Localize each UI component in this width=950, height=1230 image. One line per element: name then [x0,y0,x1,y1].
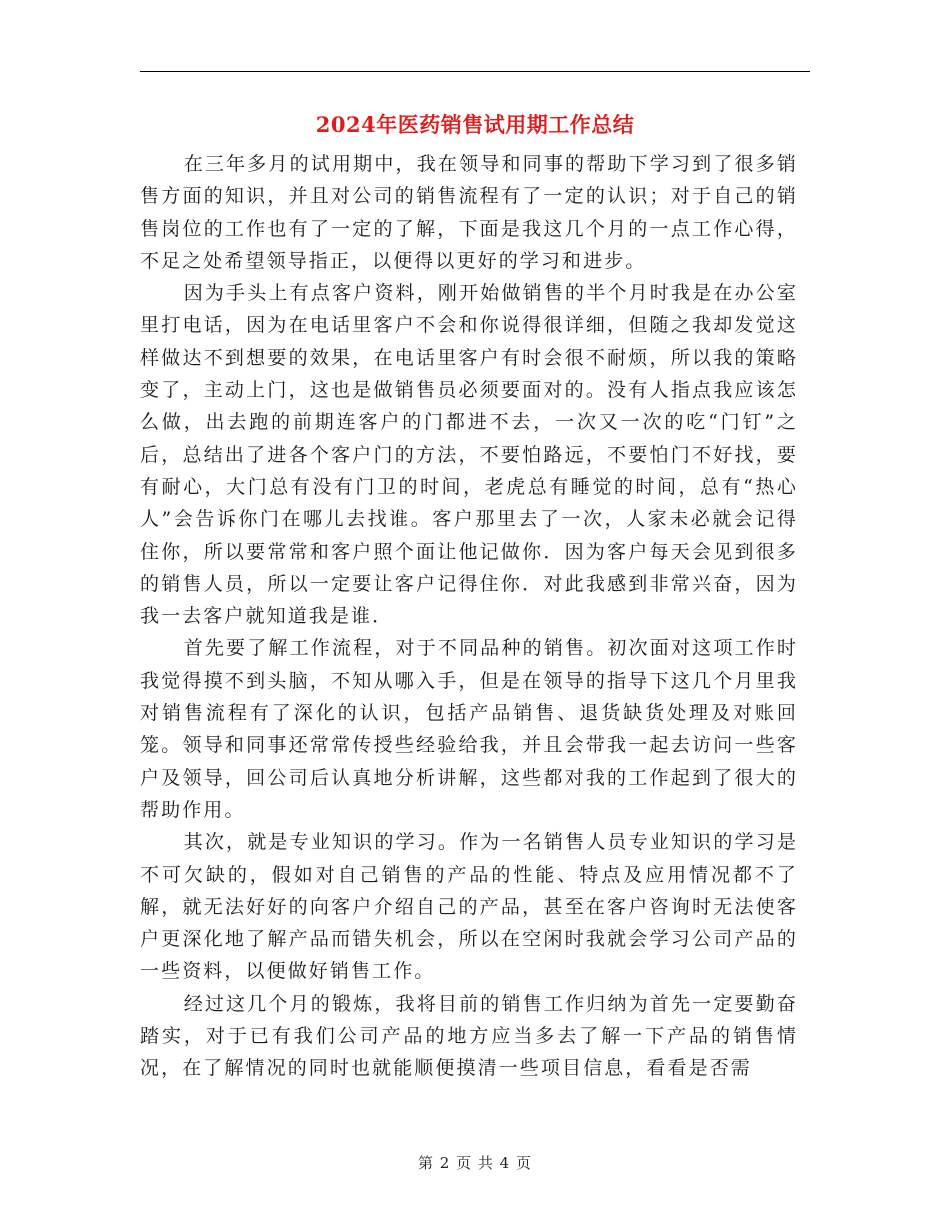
body-paragraph-2: 因为手头上有点客户资料，刚开始做销售的半个月时我是在办公室里打电话，因为在电话里客户不会和你说得很详细，但随之我却发觉这样做达不到想要的效果，在电话里客户有时会很不耐烦，所以我的策略变了，主动上门，这也是做销售员必须要面对的。没有人指点我应该怎么做，出去跑的前期连客户的门都进不去，一次又一次的吃“门钉”之后，总结出了进各个客户门的方法，不要怕路远，不要怕门不好找，要有耐心，大门总有没有门卫的时间，老虎总有睡觉的时间，总有“热心人”会告诉你门在哪儿去找谁。客户那里去了一次，人家未必就会记得住你，所以要常常和客户照个面让他记做你．因为客户每天会见到很多的销售人员，所以一定要让客户记得住你．对此我感到非常兴奋，因为我一去客户就知道我是谁． [140,282,798,628]
page-number-footer: 第 2 页 共 4 页 [418,1154,532,1172]
body-paragraph-3: 首先要了解工作流程，对于不同品种的销售。初次面对这项工作时我觉得摸不到头脑，不知从哪入手，但是在领导的指导下这几个月里我对销售流程有了深化的认识，包括产品销售、退货缺货处理及对账回笼。领导和同事还常常传授些经验给我，并且会带我一起去访问一些客户及领导，回公司后认真地分析讲解，这些都对我的工作起到了很大的帮助作用。 [140,637,798,821]
body-paragraph-1: 在三年多月的试用期中，我在领导和同事的帮助下学习到了很多销售方面的知识，并且对公司的销售流程有了一定的认识；对于自己的销售岗位的工作也有了一定的了解，下面是我这几个月的一点工作心得，不足之处希望领导指正，以便得以更好的学习和进步。 [140,153,798,272]
document-title: 2024年医药销售试用期工作总结 [315,112,635,137]
header-rule [140,71,810,72]
body-paragraph-4: 其次，就是专业知识的学习。作为一名销售人员专业知识的学习是不可欠缺的，假如对自己销售的产品的性能、特点及应用情况都不了解，就无法好好的向客户介绍自己的产品，甚至在客户咨询时无法使客户更深化地了解产品而错失机会，所以在空闲时我就会学习公司产品的一些资料，以便做好销售工作。 [140,831,798,983]
body-paragraph-5: 经过这几个月的锻炼，我将目前的销售工作归纳为首先一定要勤奋踏实，对于已有我们公司产品的地方应当多去了解一下产品的销售情况，在了解情况的同时也就能顺便摸清一些项目信息，看看是否需 [140,992,798,1080]
document-body [140,148,798,1085]
